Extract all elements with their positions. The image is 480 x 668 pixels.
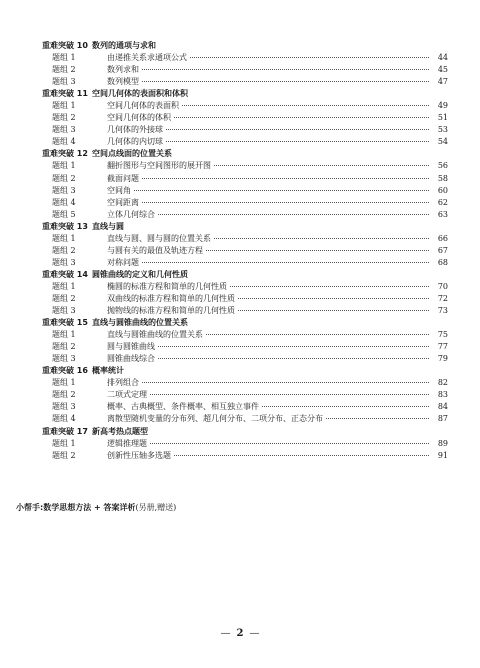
entry-label: 题组 3 — [52, 402, 76, 412]
section-tag: 重难突破 10 — [42, 41, 88, 50]
entry-page: 51 — [437, 113, 448, 123]
entry-title: 圆锥曲线综合 — [107, 354, 155, 364]
entry-title: 空间几何体的表面积 — [107, 101, 179, 111]
entry-page: 45 — [437, 65, 448, 75]
entry-label: 题组 3 — [52, 257, 76, 267]
entry-title: 创新性压轴多选题 — [107, 450, 171, 460]
leader-dots — [142, 262, 429, 263]
leader-dots — [238, 298, 429, 299]
section-heading — [42, 365, 448, 377]
toc-entry[interactable] — [42, 401, 448, 413]
entry-label: 题组 4 — [52, 414, 76, 424]
section-heading — [42, 148, 448, 160]
entry-page: 49 — [437, 101, 448, 111]
leader-dots — [150, 394, 429, 395]
entry-title: 圆与圆锥曲线 — [107, 342, 155, 352]
toc-entry[interactable] — [42, 245, 448, 257]
entry-page: 56 — [437, 161, 448, 171]
entry-title: 直线与圆锥曲线的位置关系 — [107, 330, 203, 340]
section-title: 直线与圆锥曲线的位置关系 — [92, 318, 188, 328]
entry-label: 题组 1 — [52, 438, 76, 448]
leader-dots — [142, 69, 429, 70]
section-title: 概率统计 — [92, 366, 124, 376]
section-title: 直线与圆 — [92, 221, 124, 231]
toc-entry[interactable] — [42, 413, 448, 425]
entry-page: 70 — [437, 281, 448, 291]
entry-label: 题组 3 — [52, 354, 76, 364]
toc-entry[interactable] — [42, 233, 448, 245]
entry-title: 抛物线的标准方程和简单的几何性质 — [107, 306, 235, 316]
helper-note: (另册,赠送) — [135, 503, 177, 512]
entry-title: 立体几何综合 — [107, 209, 155, 219]
leader-dots — [174, 455, 429, 456]
entry-label: 题组 2 — [52, 245, 76, 255]
entry-title: 数列模型 — [107, 77, 139, 87]
leader-dots — [142, 202, 429, 203]
toc-entry[interactable] — [42, 185, 448, 197]
entry-title: 双曲线的标准方程和简单的几何性质 — [107, 293, 235, 303]
entry-label: 题组 2 — [52, 173, 76, 183]
leader-dots — [158, 346, 429, 347]
leader-dots — [238, 310, 429, 311]
entry-page: 77 — [437, 342, 448, 352]
leader-dots — [142, 178, 429, 179]
helper-text: 小帮手:数学思想方法 + 答案详析 — [16, 503, 136, 512]
entry-label: 题组 1 — [52, 161, 76, 171]
toc-entry[interactable] — [42, 389, 448, 401]
section-tag: 重难突破 11 — [42, 89, 88, 99]
entry-title: 空间距离 — [107, 197, 139, 207]
entry-title: 二项式定理 — [107, 390, 147, 400]
toc-entry[interactable] — [42, 100, 448, 112]
entry-page: 62 — [437, 197, 448, 207]
entry-label: 题组 1 — [52, 53, 76, 63]
page-dash-left: — — [220, 628, 231, 639]
entry-title: 概率、古典概型、条件概率、相互独立事件 — [107, 402, 259, 412]
entry-title: 空间角 — [107, 185, 131, 195]
entry-label: 题组 3 — [52, 125, 76, 135]
entry-page: 63 — [437, 209, 448, 219]
leader-dots — [206, 250, 429, 251]
toc-entry[interactable] — [42, 124, 448, 136]
leader-dots — [182, 105, 429, 106]
entry-label: 题组 1 — [52, 233, 76, 243]
page-number — [0, 628, 480, 639]
entry-page: 66 — [437, 233, 448, 243]
section-title: 圆锥曲线的定义和几何性质 — [92, 269, 188, 279]
section-heading — [42, 221, 448, 233]
toc-entry[interactable] — [42, 281, 448, 293]
entry-title: 直线与圆、圆与圆的位置关系 — [107, 233, 211, 243]
entry-page: 83 — [437, 390, 448, 400]
section-heading — [42, 426, 448, 438]
section-heading — [42, 88, 448, 100]
entry-label: 题组 3 — [52, 77, 76, 87]
entry-title: 逻辑推理题 — [107, 438, 147, 448]
leader-dots — [142, 382, 429, 383]
section-tag: 重难突破 17 — [42, 426, 88, 436]
entry-page: 79 — [437, 354, 448, 364]
toc-entry[interactable] — [42, 353, 448, 365]
leader-dots — [134, 190, 429, 191]
entry-label: 题组 3 — [52, 306, 76, 316]
leader-dots — [190, 57, 429, 58]
entry-label: 题组 2 — [52, 113, 76, 123]
leader-dots — [326, 418, 429, 419]
entry-page: 87 — [437, 414, 448, 424]
entry-page: 91 — [437, 450, 448, 460]
section-title: 空间点线面的位置关系 — [92, 149, 172, 159]
entry-label: 题组 3 — [52, 185, 76, 195]
section-heading — [42, 317, 448, 329]
entry-label: 题组 1 — [52, 101, 76, 111]
leader-dots — [142, 81, 429, 82]
leader-dots — [166, 129, 429, 130]
leader-dots — [230, 286, 429, 287]
entry-page: 60 — [437, 185, 448, 195]
leader-dots — [150, 443, 429, 444]
toc-entry[interactable] — [42, 257, 448, 269]
entry-title: 椭圆的标准方程和简单的几何性质 — [107, 281, 227, 291]
section-title: 数列的通项与求和 — [92, 41, 156, 50]
entry-page: 44 — [437, 53, 448, 63]
section-tag: 重难突破 14 — [42, 269, 88, 279]
section-title: 新高考热点题型 — [92, 426, 148, 436]
leader-dots — [158, 358, 429, 359]
entry-label: 题组 1 — [52, 378, 76, 388]
entry-label: 题组 2 — [52, 390, 76, 400]
entry-label: 题组 1 — [52, 281, 76, 291]
entry-title: 空间几何体的体积 — [107, 113, 171, 123]
toc-entry[interactable] — [42, 438, 448, 450]
entry-page: 82 — [437, 378, 448, 388]
entry-label: 题组 2 — [52, 450, 76, 460]
entry-title: 几何体的内切球 — [107, 137, 163, 147]
entry-label: 题组 1 — [52, 330, 76, 340]
entry-page: 53 — [437, 125, 448, 135]
toc-entry[interactable] — [42, 329, 448, 341]
entry-title: 由递推关系求通项公式 — [107, 53, 187, 63]
section-title: 空间几何体的表面积和体积 — [92, 89, 188, 99]
leader-dots — [166, 141, 429, 142]
helper-line — [16, 502, 176, 513]
entry-title: 数列求和 — [107, 65, 139, 75]
leader-dots — [214, 165, 429, 166]
toc-entry[interactable] — [42, 305, 448, 317]
toc-entry[interactable] — [42, 160, 448, 172]
entry-page: 89 — [437, 438, 448, 448]
leader-dots — [262, 406, 429, 407]
entry-title: 翻折图形与空间图形的展开图 — [107, 161, 211, 171]
entry-label: 题组 2 — [52, 65, 76, 75]
section-heading — [42, 40, 448, 52]
leader-dots — [158, 214, 429, 215]
toc-entry[interactable] — [42, 293, 448, 305]
table-of-contents — [42, 40, 448, 462]
toc-entry[interactable] — [42, 197, 448, 209]
leader-dots — [214, 238, 429, 239]
entry-label: 题组 5 — [52, 209, 76, 219]
entry-title: 与圆有关的最值及轨迹方程 — [107, 245, 203, 255]
toc-entry[interactable] — [42, 341, 448, 353]
toc-entry[interactable] — [42, 209, 448, 221]
leader-dots — [206, 334, 429, 335]
entry-title: 离散型随机变量的分布列、超几何分布、二项分布、正态分布 — [107, 414, 323, 424]
entry-label: 题组 4 — [52, 197, 76, 207]
toc-entry[interactable] — [42, 173, 448, 185]
toc-entry[interactable] — [42, 52, 448, 64]
page-number-value: 2 — [236, 628, 244, 639]
section-tag: 重难突破 16 — [42, 366, 88, 376]
toc-entry[interactable] — [42, 136, 448, 148]
entry-page: 72 — [437, 293, 448, 303]
entry-label: 题组 2 — [52, 342, 76, 352]
entry-page: 68 — [437, 257, 448, 267]
entry-page: 75 — [437, 330, 448, 340]
section-tag: 重难突破 13 — [42, 221, 88, 231]
page-dash-right: — — [249, 628, 260, 639]
entry-page: 67 — [437, 245, 448, 255]
section-tag: 重难突破 12 — [42, 149, 88, 159]
toc-entry[interactable] — [42, 450, 448, 462]
entry-page: 54 — [437, 137, 448, 147]
entry-page: 84 — [437, 402, 448, 412]
entry-page: 47 — [437, 77, 448, 87]
toc-entry[interactable] — [42, 64, 448, 76]
toc-entry[interactable] — [42, 377, 448, 389]
toc-entry[interactable] — [42, 112, 448, 124]
entry-title: 对称问题 — [107, 257, 139, 267]
entry-page: 73 — [437, 306, 448, 316]
entry-title: 几何体的外接球 — [107, 125, 163, 135]
leader-dots — [174, 117, 429, 118]
section-heading — [42, 269, 448, 281]
entry-label: 题组 4 — [52, 137, 76, 147]
entry-page: 58 — [437, 173, 448, 183]
section-tag: 重难突破 15 — [42, 318, 88, 328]
entry-label: 题组 2 — [52, 293, 76, 303]
entry-title: 排列组合 — [107, 378, 139, 388]
entry-title: 截面问题 — [107, 173, 139, 183]
toc-entry[interactable] — [42, 76, 448, 88]
